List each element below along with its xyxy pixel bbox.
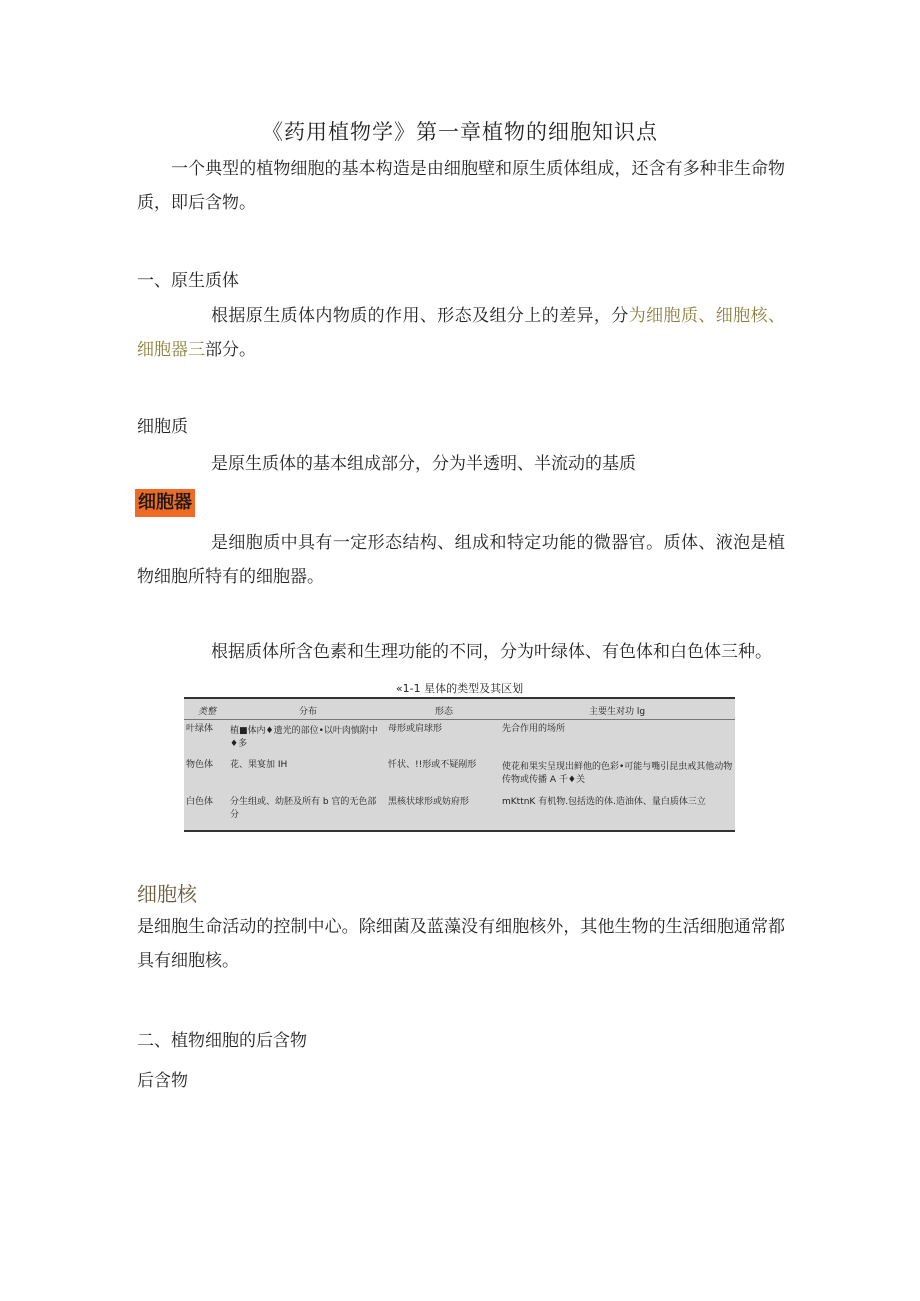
cytoplasm-text: 是原生质体的基本组成部分，分为半透明、半流动的基质 bbox=[211, 454, 636, 474]
section-2-heading: 二、植物细胞的后含物 bbox=[137, 1031, 307, 1051]
protoplast-paragraph bbox=[137, 299, 785, 367]
nucleus-paragraph: 是细胞生命活动的控制中心。除细菌及蓝藻没有细胞核外，其他生物的生活细胞通常都具有细胞核。 bbox=[137, 917, 785, 971]
table-body bbox=[184, 697, 735, 832]
table-header-function: 主要生对功 lg bbox=[589, 707, 646, 717]
table-row-2-function: 使花和果实呈现出鲜他的色彩•可能与嘴引昆虫戒其他动物传物或传播 A 千♦关 bbox=[502, 762, 733, 785]
plastid-paragraph: 根据质体所含色素和生理功能的不同，分为叶绿体、有色体和白色体三种。 bbox=[211, 642, 772, 662]
table-row-1-shape: 母形或肩球形 bbox=[388, 724, 443, 734]
protoplast-text-c: 部分。 bbox=[205, 340, 256, 360]
table-row-3-type: 白色体 bbox=[186, 797, 214, 807]
table-row-3-distribution: 分生组或、幼胚及所有 b 官的无色部分 bbox=[230, 797, 377, 820]
intro-paragraph: 一个典型的植物细胞的基本构造是由细胞壁和原生质体组成，还含有多种非生命物质，即后含物。 bbox=[137, 159, 785, 213]
ergastic-subheading: 后含物 bbox=[137, 1071, 188, 1091]
plastid-table bbox=[184, 680, 735, 830]
table-row-1-function: 先合作用的场所 bbox=[502, 724, 566, 734]
table-row-1-type: 叶绿体 bbox=[186, 724, 214, 734]
protoplast-text-a: 根据原生质体内物质的作用、形态及组分上的差异，分 bbox=[211, 306, 629, 326]
table-header-type: 类整 bbox=[198, 707, 217, 717]
table-row-2-type: 物色体 bbox=[186, 760, 214, 770]
table-row-3-shape: 黑核状球形或妨府形 bbox=[388, 797, 470, 807]
cytoplasm-heading: 细胞质 bbox=[137, 417, 188, 437]
table-header-rule bbox=[184, 719, 735, 720]
table-row-2-shape: 忏状、!!形或不疑剐形 bbox=[388, 760, 477, 770]
table-row-1-distribution: 植■体内♦遗光的部位•以叶肉慎附中♦多 bbox=[230, 726, 378, 749]
table-row-2-distribution: 花、果宴加 IH bbox=[230, 760, 288, 770]
organelle-paragraph: 是细胞质中具有一定形态结构、组成和特定功能的微器官。质体、液泡是植物细胞所特有的细胞器。 bbox=[137, 533, 785, 587]
page-title: 《药用植物学》第一章植物的细胞知识点 bbox=[262, 120, 658, 144]
section-1-heading: 一、原生质体 bbox=[137, 271, 239, 291]
table-row-3-function: mKttnK 有机物.包括选的体.造油体、量白质体三立 bbox=[502, 797, 706, 807]
table-header-shape: 形态 bbox=[435, 707, 454, 717]
table-header-distribution: 分布 bbox=[299, 707, 318, 717]
nucleus-heading: 细胞核 bbox=[137, 882, 197, 906]
organelle-heading: 细胞器 bbox=[135, 489, 195, 517]
protoplast-parts-highlight: 为细胞质、细胞核、细胞器三 bbox=[137, 306, 785, 360]
table-caption: «1-1 星体的类型及其区划 bbox=[395, 682, 524, 695]
